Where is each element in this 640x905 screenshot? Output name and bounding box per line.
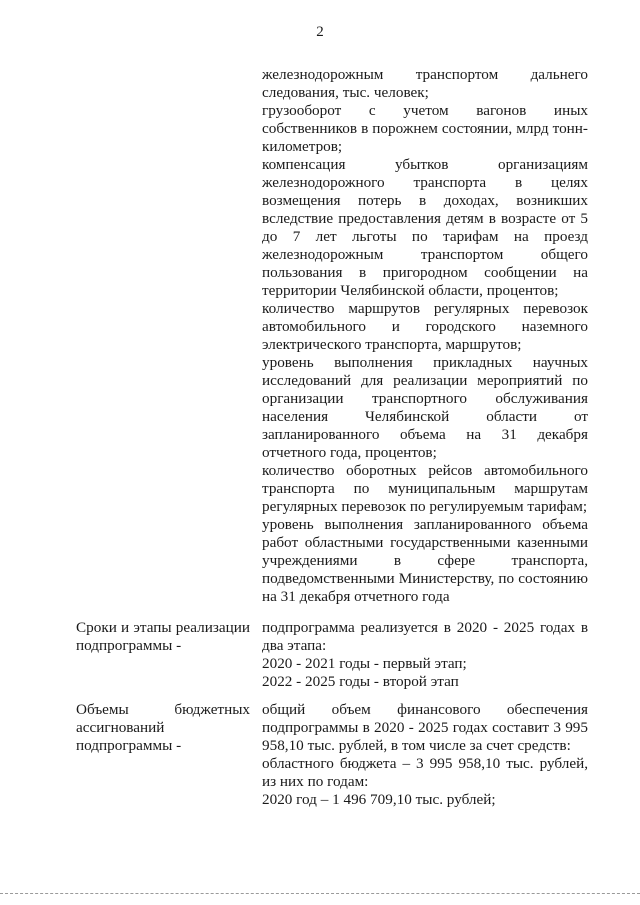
indicator-item: количество оборотных рейсов автомобильного транспорта по муниципальным маршрутам регулярных перевозок по регулируемым тарифам; <box>262 462 588 515</box>
indicator-item: компенсация убытков организациям железнодорожного транспорта в целях возмещения потерь в доходах, возникших вследствие предоставления детям в возрасте от 5 до 7 лет льготы по тарифам на проезд железнодорожным транспортом общего пользования в пригородном сообщении на территории Челябинской области, процентов; <box>262 156 588 299</box>
budget-line: общий объем финансового обеспечения подпрограммы в 2020 - 2025 годах составит 3 995 958,10 тыс. рублей, в том числе за счет средств: <box>262 701 588 754</box>
stages-label-text: Сроки и этапы реализации подпрограммы <box>76 619 250 654</box>
budget-value <box>262 701 588 809</box>
page-bottom-rule <box>0 893 640 894</box>
budget-line: областного бюджета – 3 995 958,10 тыс. рублей, из них по годам: <box>262 755 588 790</box>
stages-label <box>76 619 250 655</box>
stages-line: 2022 - 2025 годы - второй этап <box>262 673 459 690</box>
indicator-item: грузооборот с учетом вагонов иных собственников в порожнем состоянии, млрд тонн-километров; <box>262 102 588 155</box>
budget-label-text: Объемы бюджетных ассигнований подпрограммы <box>76 701 250 754</box>
page-number: 2 <box>316 24 324 40</box>
budget-label-separator: - <box>176 737 182 754</box>
indicator-item: уровень выполнения запланированного объема работ областными государственными казенными учреждениями в сфере транспорта, подведомственными Министерству, по состоянию на 31 декабря отчетного года <box>262 516 588 605</box>
budget-row <box>76 701 588 831</box>
indicator-item: количество маршрутов регулярных перевозок автомобильного и городского наземного электрического транспорта, маршрутов; <box>262 300 588 353</box>
stages-line: подпрограмма реализуется в 2020 - 2025 годах в два этапа: <box>262 619 588 654</box>
indicators-list <box>262 66 588 606</box>
stages-line: 2020 - 2021 годы - первый этап; <box>262 655 467 672</box>
indicator-item: железнодорожным транспортом дальнего следования, тыс. человек; <box>262 66 588 101</box>
stages-label-separator: - <box>176 637 182 654</box>
budget-line: 2020 год – 1 496 709,10 тыс. рублей; <box>262 791 496 808</box>
stages-value <box>262 619 588 691</box>
stages-row <box>76 619 588 699</box>
indicator-item: уровень выполнения прикладных научных исследований для реализации мероприятий по организации транспортного обслуживания населения Челябинской области от запланированного объема на 31 декабря отчетного года, процентов; <box>262 354 588 461</box>
budget-label <box>76 701 250 755</box>
